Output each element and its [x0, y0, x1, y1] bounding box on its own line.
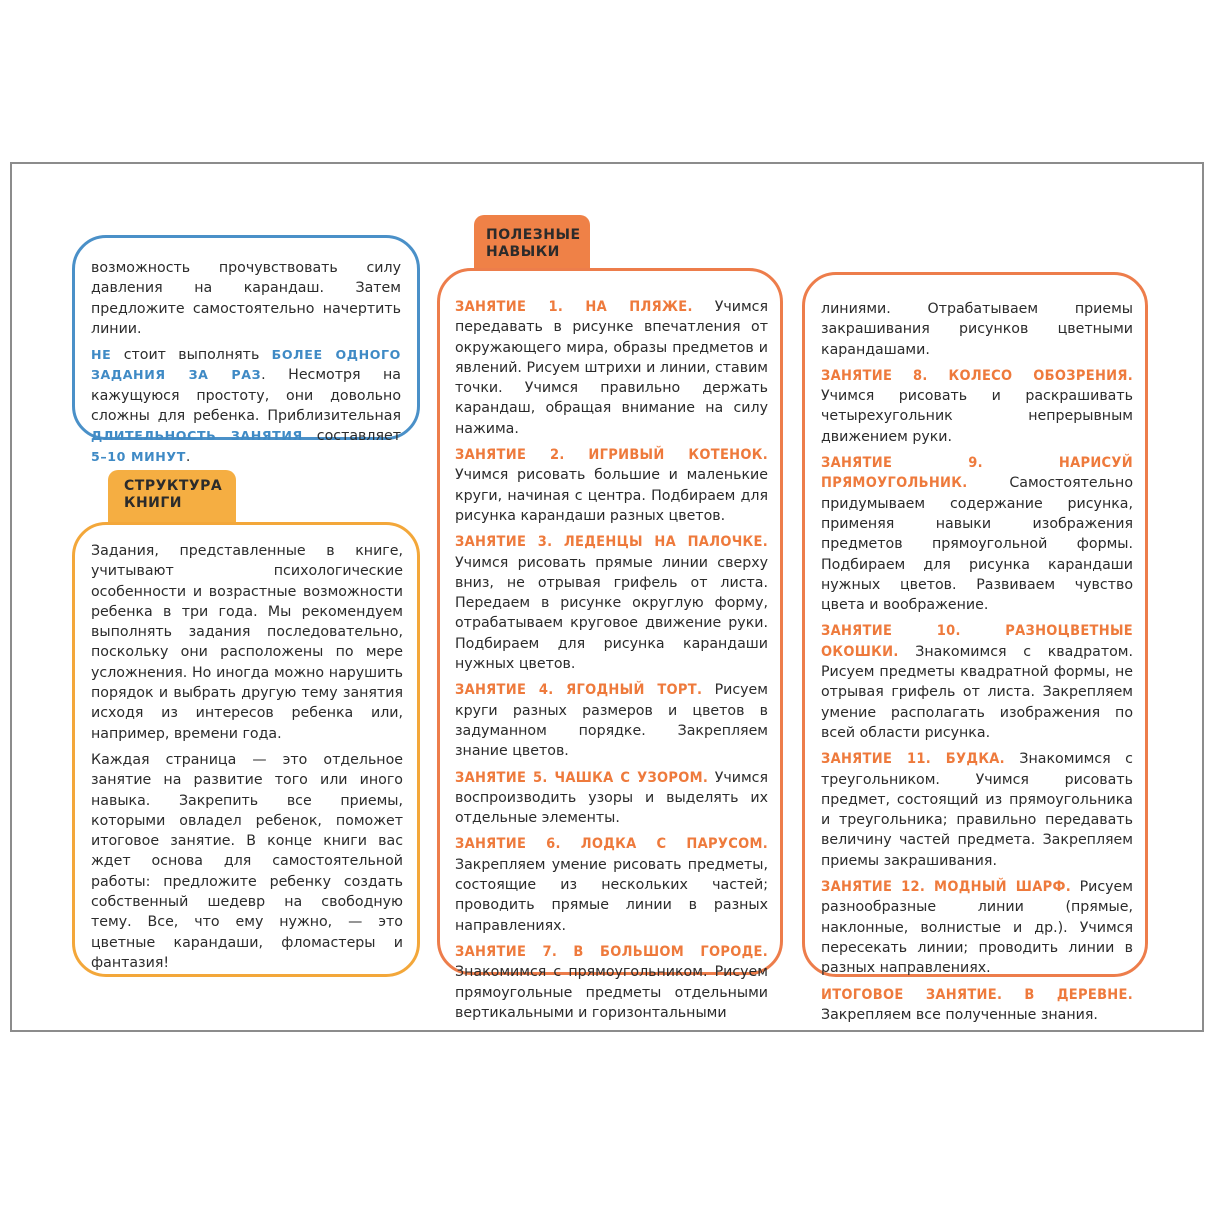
lesson-text: Учимся воспроизводить узоры и выделять их отдельные элементы.: [455, 769, 769, 827]
note-text: стоит выполнять: [111, 347, 272, 364]
skills-tag-line-1: ПОЛЕЗНЫЕ: [486, 227, 581, 243]
note-text: составляет: [302, 428, 401, 445]
structure-tag: [108, 470, 236, 524]
lesson-5: [455, 768, 768, 829]
lesson-12: [821, 877, 1133, 978]
structure-paragraph-1: Задания, представленные в книге, учитывают психологические особенности и возрастные возможности ребенка в три года. Мы рекомендуем выполнять задания последовательно, поскольку они расположены по мере усложнения. Но иногда можно нарушить порядок и выбрать другую тему занятия исходя из интересов ребенка или, например, времени года.: [91, 543, 403, 742]
skills-box-2: [802, 272, 1148, 1023]
lesson-title: ЗАНЯТИЕ 5. ЧАШКА С УЗОРОМ.: [455, 769, 709, 786]
lesson-7: [455, 942, 768, 1023]
lesson-title: ЗАНЯТИЕ 9. НАРИСУЙ ПРЯМОУГОЛЬНИК.: [821, 455, 1133, 492]
lesson-title: ЗАНЯТИЕ 12. МОДНЫЙ ШАРФ.: [821, 879, 1071, 896]
lesson-text: Учимся рисовать большие и маленькие круги, начиная с центра. Подбираем для рисунка карандаши разных цветов.: [455, 467, 768, 524]
lesson-text: Закрепляем умение рисовать предметы, состоящие из нескольких частей; проводить прямые линии в разных направлениях.: [455, 856, 768, 934]
note-paragraph-1: возможность прочувствовать силу давления на карандаш. Затем предложите самостоятельно начертить линии.: [91, 260, 401, 337]
lesson-title: ЗАНЯТИЕ 6. ЛОДКА С ПАРУСОМ.: [455, 836, 768, 853]
lesson-text: Знакомимся с квадратом. Рисуем предметы квадратной формы, не отрывая грифель от листа. Закрепляем умение располагать изображения по всей области рисунка.: [821, 643, 1133, 741]
lesson-title: ЗАНЯТИЕ 10. РАЗНОЦВЕТНЫЕ ОКОШКИ.: [821, 623, 1133, 660]
lesson-9: [821, 453, 1133, 615]
skills-tag: [474, 215, 590, 270]
lesson-title: ИТОГОВОЕ ЗАНЯТИЕ. В ДЕРЕВНЕ.: [821, 986, 1133, 1003]
lesson-text: Учимся рисовать прямые линии сверху вниз, не отрывая грифель от листа. Передаем в рисунке округлую форму, отрабатываем круговое движение руки. Подбираем для рисунка карандаши нужных цветов.: [455, 554, 768, 673]
lesson-text: Рисуем круги разных размеров и цветов в задуманном порядке. Закрепляем знание цветов.: [455, 682, 768, 760]
note-paragraph-2: [91, 345, 401, 467]
lesson-1: [455, 297, 768, 439]
skills-tag-line-2: НАВЫКИ: [486, 244, 560, 260]
structure-tag-line-1: СТРУКТУРА: [124, 478, 223, 494]
lesson-final: [821, 985, 1133, 1026]
lesson-title: ЗАНЯТИЕ 11. БУДКА.: [821, 751, 1005, 768]
note-text: . Несмотря на кажущуюся простоту, они довольно сложны для ребенка. Приблизительная: [91, 367, 401, 425]
highlight-duration: ДЛИТЕЛЬНОСТЬ ЗАНЯТИЯ: [91, 428, 303, 444]
lesson-title: ЗАНЯТИЕ 4. ЯГОДНЫЙ ТОРТ.: [455, 682, 703, 699]
lesson-text: Знакомимся с прямоугольником. Рисуем прямоугольные предметы отдельными вертикальными и горизонтальными: [455, 964, 768, 1021]
highlight-minutes: 5–10 МИНУТ: [91, 448, 186, 464]
lesson-2: [455, 445, 768, 526]
lesson-title: ЗАНЯТИЕ 1. НА ПЛЯЖЕ.: [455, 299, 693, 315]
lesson-text: Учимся рисовать и раскрашивать четырехугольник непрерывным движением руки.: [821, 388, 1133, 445]
lesson-4: [455, 680, 768, 761]
structure-box: [72, 522, 420, 977]
lesson-text: Рисуем разнообразные линии (прямые, наклонные, волнистые и др.). Учимся пересекать линии; проводить линии в разных направлениях.: [821, 879, 1133, 977]
structure-tag-line-2: КНИГИ: [124, 495, 183, 511]
skills-box-1: [437, 268, 783, 1021]
lesson-10: [821, 621, 1133, 743]
lesson-7-continued: линиями. Отрабатываем приемы закрашивания рисунков цветными карандашами.: [821, 301, 1133, 358]
lesson-title: ЗАНЯТИЕ 7. В БОЛЬШОМ ГОРОДЕ.: [455, 943, 768, 960]
lesson-text: Знакомимся с треугольником. Учимся рисовать предмет, состоящий из прямоугольника и треугольника; правильно передавать величину частей предмета. Закрепляем приемы закрашивания.: [821, 751, 1133, 869]
lesson-3: [455, 532, 768, 674]
lesson-text: Самостоятельно придумываем содержание рисунка, применяя навыки изображения предметов прямоугольной формы. Подбираем для рисунка карандаши нужных цветов. Развиваем чувство цвета и воображение.: [821, 475, 1133, 614]
structure-paragraph-2: Каждая страница — это отдельное занятие на развитие того или иного навыка. Закрепить все приемы, которыми овладел ребенок, поможет итоговое занятие. В конце книги вас ждет основа для самостоятельной работы: предложите ребенку создать собственный шедевр на свободную тему. Все, что ему нужно, — это цветные карандаши, фломастеры и фантазия!: [91, 751, 403, 971]
highlight-one-task: БОЛЕЕ ОДНОГО ЗАДАНИЯ ЗА РАЗ: [91, 347, 401, 383]
lesson-6: [455, 834, 768, 935]
lesson-title: ЗАНЯТИЕ 3. ЛЕДЕНЦЫ НА ПАЛОЧКЕ.: [455, 534, 768, 551]
lesson-8: [821, 366, 1133, 447]
highlight-not: НЕ: [91, 347, 112, 363]
lesson-text: Учимся передавать в рисунке впечатления от окружающего мира, образы предметов и явлений. Рисуем штрихи и линии, ставим точки. Учимся правильно держать карандаш, обращая внимание на силу нажима.: [455, 299, 769, 437]
lesson-title: ЗАНЯТИЕ 8. КОЛЕСО ОБОЗРЕНИЯ.: [821, 367, 1133, 384]
lesson-text: Закрепляем все полученные знания.: [821, 1006, 1098, 1023]
lesson-title: ЗАНЯТИЕ 2. ИГРИВЫЙ КОТЕНОК.: [455, 447, 768, 464]
note-box: [72, 235, 420, 465]
note-text: .: [185, 448, 191, 465]
lesson-11: [821, 749, 1133, 871]
